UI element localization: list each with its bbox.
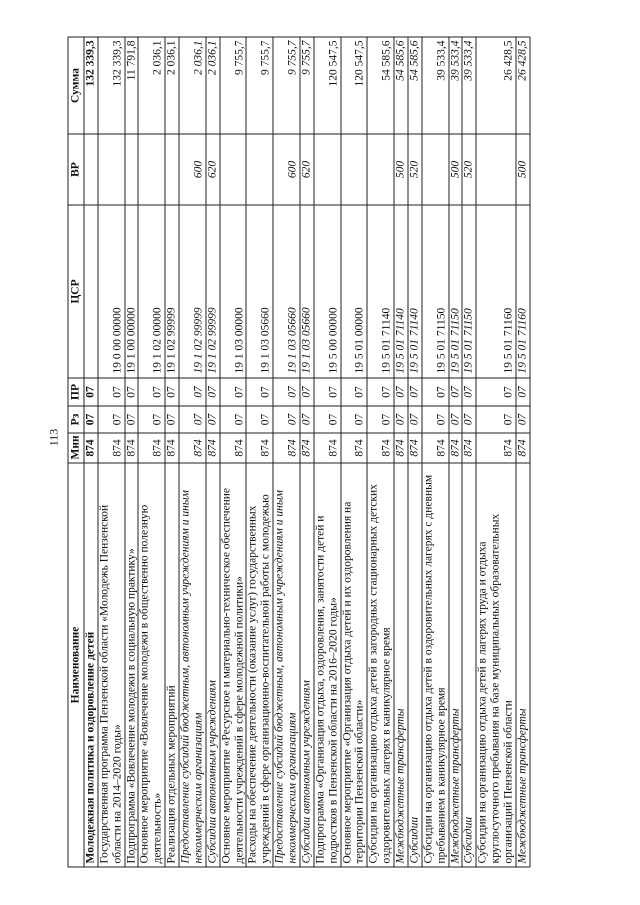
cell-sum: 2 036,1 (206, 37, 220, 134)
cell-pr: 07 (246, 378, 273, 406)
cell-vr (367, 134, 394, 205)
cell-name: Подпрограмма «Вовлечение молодежи в социальную практику» (125, 463, 139, 867)
page-number: 113 (46, 428, 61, 447)
cell-vr (422, 134, 449, 205)
cell-vr: 500 (394, 134, 408, 205)
header-pr: ПР (68, 378, 84, 406)
cell-sum: 9 755,7 (300, 37, 314, 134)
cell-name: Межбюджетные трансферты (394, 463, 408, 867)
cell-name: Субсидии на организацию отдыха детей в загородных стационарных детских оздоровительных лагерях в каникулярное время (367, 463, 394, 867)
cell-name: Основное мероприятие «Ресурсное и материально-техническое обеспечение деятельности учреждений в сфере молодежной политики» (220, 463, 247, 867)
cell-sum: 39 533,4 (449, 37, 463, 134)
cell-pr: 07 (206, 378, 220, 406)
cell-pr: 07 (449, 378, 463, 406)
cell-pr: 07 (138, 378, 165, 406)
cell-vr: 600 (179, 134, 206, 205)
cell-name: Предоставление субсидий бюджетным, автономным учреждениям и иным некоммерческим организациям (179, 463, 206, 867)
cell-rz: 07 (422, 406, 449, 433)
cell-vr (220, 134, 247, 205)
cell-min: 874 (246, 433, 273, 463)
cell-vr (84, 134, 98, 205)
table-row (449, 37, 463, 867)
cell-rz: 07 (206, 406, 220, 433)
cell-pr: 07 (125, 378, 139, 406)
cell-rz: 07 (84, 406, 98, 433)
table-row (300, 37, 314, 867)
cell-csr: 19 1 00 00000 (125, 205, 139, 378)
cell-min: 874 (422, 433, 449, 463)
cell-csr: 19 1 02 00000 (138, 205, 165, 378)
cell-rz: 07 (300, 406, 314, 433)
cell-pr: 07 (462, 378, 476, 406)
table-row (84, 37, 98, 867)
cell-rz: 07 (165, 406, 179, 433)
cell-min: 874 (314, 433, 341, 463)
cell-pr: 07 (314, 378, 341, 406)
table-row (220, 37, 247, 867)
header-vr: ВР (68, 134, 84, 205)
cell-rz: 07 (449, 406, 463, 433)
cell-csr: 19 5 01 71140 (367, 205, 394, 378)
table-row (408, 37, 422, 867)
cell-min: 874 (84, 433, 98, 463)
cell-min: 874 (462, 433, 476, 463)
cell-sum: 120 547,5 (314, 37, 341, 134)
cell-name: Субсидии (462, 463, 476, 867)
table-header-row (68, 37, 84, 867)
cell-name: Основное мероприятие «Вовлечение молодежи в общественно полезную деятельность» (138, 463, 165, 867)
cell-name: Основное мероприятие «Организация отдыха детей и их оздоровления на территории Пензенской области» (341, 463, 368, 867)
cell-csr: 19 5 01 71160 (516, 205, 530, 378)
table-row (394, 37, 408, 867)
cell-vr: 620 (206, 134, 220, 205)
header-sum: Сумма (68, 37, 84, 134)
cell-min: 874 (449, 433, 463, 463)
cell-name: Субсидии (408, 463, 422, 867)
cell-name: Субсидии автономным учреждениям (206, 463, 220, 867)
cell-sum: 54 585,6 (408, 37, 422, 134)
cell-min: 874 (367, 433, 394, 463)
cell-min: 874 (394, 433, 408, 463)
cell-csr: 19 0 00 00000 (98, 205, 125, 378)
cell-sum: 9 755,7 (246, 37, 273, 134)
cell-min: 874 (125, 433, 139, 463)
table-row (125, 37, 139, 867)
table-row (179, 37, 206, 867)
cell-min: 874 (273, 433, 300, 463)
header-min: Мин (68, 433, 84, 463)
budget-table (68, 37, 531, 868)
cell-min: 874 (341, 433, 368, 463)
cell-name: Подпрограмма «Организация отдыха, оздоровления, занятости детей и подростков в Пензенской области на 2016–2020 годы» (314, 463, 341, 867)
cell-min: 874 (138, 433, 165, 463)
table-row (367, 37, 394, 867)
cell-sum: 39 533,4 (422, 37, 449, 134)
cell-csr: 19 5 01 71150 (422, 205, 449, 378)
table-row (341, 37, 368, 867)
cell-sum: 11 791,8 (125, 37, 139, 134)
cell-vr (476, 134, 516, 205)
cell-sum: 132 339,3 (98, 37, 125, 134)
cell-min: 874 (476, 433, 516, 463)
cell-sum: 26 428,5 (476, 37, 516, 134)
cell-name: Субсидии на организацию отдыха детей в лагерях труда и отдыха круглосуточного пребывания на базе муниципальных образовательных организаций Пензенской области (476, 463, 516, 867)
table-row (476, 37, 516, 867)
cell-name: Предоставление субсидий бюджетным, автономным учреждениям и иным некоммерческим организациям (273, 463, 300, 867)
cell-rz: 07 (462, 406, 476, 433)
cell-csr (84, 205, 98, 378)
cell-sum: 2 036,1 (138, 37, 165, 134)
table-row (273, 37, 300, 867)
cell-pr: 07 (273, 378, 300, 406)
cell-rz: 07 (314, 406, 341, 433)
cell-name: Межбюджетные трансферты (516, 463, 530, 867)
table-body (84, 37, 530, 867)
cell-vr: 500 (516, 134, 530, 205)
cell-pr: 07 (165, 378, 179, 406)
cell-csr: 19 5 01 71150 (449, 205, 463, 378)
table-row (314, 37, 341, 867)
cell-csr: 19 1 03 05660 (246, 205, 273, 378)
cell-rz: 07 (273, 406, 300, 433)
cell-pr: 07 (422, 378, 449, 406)
cell-min: 874 (98, 433, 125, 463)
cell-min: 874 (179, 433, 206, 463)
cell-pr: 07 (367, 378, 394, 406)
cell-pr: 07 (394, 378, 408, 406)
cell-name: Молодежная политика и оздоровление детей (84, 463, 98, 867)
cell-sum: 132 339,3 (84, 37, 98, 134)
cell-rz: 07 (246, 406, 273, 433)
cell-rz: 07 (367, 406, 394, 433)
cell-vr: 520 (462, 134, 476, 205)
cell-rz: 07 (98, 406, 125, 433)
cell-name: Межбюджетные трансферты (449, 463, 463, 867)
cell-pr: 07 (179, 378, 206, 406)
table-row (98, 37, 125, 867)
cell-csr: 19 5 01 00000 (341, 205, 368, 378)
cell-rz: 07 (179, 406, 206, 433)
cell-name: Субсидии на организацию отдыха детей в оздоровительных лагерях с дневным пребыванием в каникулярное время (422, 463, 449, 867)
cell-vr: 600 (273, 134, 300, 205)
cell-sum: 39 533,4 (462, 37, 476, 134)
cell-csr: 19 1 03 05660 (300, 205, 314, 378)
table-row (462, 37, 476, 867)
cell-min: 874 (206, 433, 220, 463)
table-row (246, 37, 273, 867)
cell-csr: 19 1 02 99999 (165, 205, 179, 378)
cell-csr: 19 1 02 99999 (179, 205, 206, 378)
cell-vr: 620 (300, 134, 314, 205)
cell-pr: 07 (300, 378, 314, 406)
cell-vr (165, 134, 179, 205)
cell-rz: 07 (341, 406, 368, 433)
cell-vr: 500 (449, 134, 463, 205)
cell-sum: 2 036,1 (165, 37, 179, 134)
cell-name: Субсидии автономным учреждениям (300, 463, 314, 867)
cell-csr: 19 5 01 71160 (476, 205, 516, 378)
cell-min: 874 (300, 433, 314, 463)
cell-min: 874 (165, 433, 179, 463)
cell-name: Государственная программа Пензенской области «Молодежь Пензенской области на 2014–2020 годы» (98, 463, 125, 867)
cell-csr: 19 5 00 00000 (314, 205, 341, 378)
cell-pr: 07 (476, 378, 516, 406)
cell-name: Реализация отдельных мероприятий (165, 463, 179, 867)
cell-vr (125, 134, 139, 205)
cell-vr (246, 134, 273, 205)
cell-min: 874 (408, 433, 422, 463)
table-row (516, 37, 530, 867)
cell-rz: 07 (125, 406, 139, 433)
cell-vr: 520 (408, 134, 422, 205)
cell-min: 874 (220, 433, 247, 463)
table-row (138, 37, 165, 867)
cell-csr: 19 1 03 00000 (220, 205, 247, 378)
header-rz: Рз (68, 406, 84, 433)
cell-min: 874 (516, 433, 530, 463)
cell-csr: 19 1 03 05660 (273, 205, 300, 378)
cell-csr: 19 5 01 71140 (408, 205, 422, 378)
cell-csr: 19 5 01 71140 (394, 205, 408, 378)
cell-rz: 07 (516, 406, 530, 433)
cell-vr (314, 134, 341, 205)
cell-rz: 07 (220, 406, 247, 433)
cell-pr: 07 (341, 378, 368, 406)
header-name: Наименование (68, 463, 84, 867)
cell-vr (138, 134, 165, 205)
cell-pr: 07 (220, 378, 247, 406)
cell-rz: 07 (138, 406, 165, 433)
cell-rz: 07 (394, 406, 408, 433)
cell-sum: 9 755,7 (220, 37, 247, 134)
cell-name: Расходы на обеспечение деятельности (оказание услуг) государственных учреждений в сфере организационно-воспитательной работы с молодежью (246, 463, 273, 867)
cell-pr: 07 (84, 378, 98, 406)
cell-pr: 07 (516, 378, 530, 406)
cell-sum: 26 428,5 (516, 37, 530, 134)
cell-pr: 07 (408, 378, 422, 406)
cell-sum: 9 755,7 (273, 37, 300, 134)
header-csr: ЦСР (68, 205, 84, 378)
cell-vr (341, 134, 368, 205)
cell-rz: 07 (476, 406, 516, 433)
cell-csr: 19 5 01 71150 (462, 205, 476, 378)
table-row (206, 37, 220, 867)
cell-sum: 120 547,5 (341, 37, 368, 134)
table-row (165, 37, 179, 867)
cell-pr: 07 (98, 378, 125, 406)
table-row (422, 37, 449, 867)
cell-csr: 19 1 02 99999 (206, 205, 220, 378)
cell-rz: 07 (408, 406, 422, 433)
cell-sum: 54 585,6 (394, 37, 408, 134)
cell-sum: 54 585,6 (367, 37, 394, 134)
rotated-page (68, 38, 573, 868)
cell-vr (98, 134, 125, 205)
cell-sum: 2 036,1 (179, 37, 206, 134)
